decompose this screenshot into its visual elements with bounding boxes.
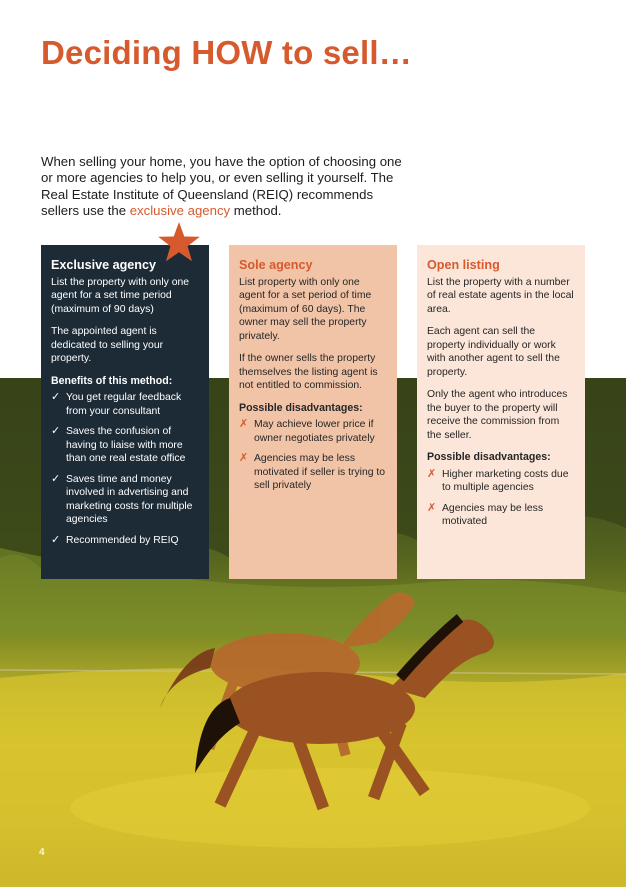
- star-icon: [157, 221, 201, 265]
- list-item-text: Agencies may be less motivated if seller is trying to sell privately: [254, 453, 386, 491]
- card-heading: Exclusive agency: [51, 258, 157, 272]
- list-item: [51, 391, 199, 418]
- list-item-text: Agencies may be less motivated: [442, 502, 544, 527]
- card-paragraph: Each agent can sell the property individually or work with another agent to sell the property.: [427, 326, 560, 378]
- cross-icon: ✗: [427, 501, 437, 514]
- card-paragraph: List the property with only one agent for a set time period (maximum of 90 days): [51, 276, 190, 315]
- card-paragraph: Only the agent who introduces the buyer to the property will receive the commission from the seller.: [427, 389, 568, 441]
- list-item: [427, 468, 575, 495]
- list-item: [51, 534, 199, 548]
- list-item: [51, 425, 199, 466]
- list-item: [427, 502, 575, 529]
- card-list-heading: Possible disadvantages:: [427, 451, 551, 463]
- card-sole-agency: [229, 245, 397, 579]
- list-item: [51, 473, 199, 527]
- list-item: [239, 418, 387, 445]
- card-open-listing: [417, 245, 585, 579]
- intro-text-end: method.: [230, 202, 282, 218]
- page-number: 4: [39, 847, 45, 858]
- card-list-heading: Possible disadvantages:: [239, 401, 363, 414]
- card-list-heading: Benefits of this method:: [51, 374, 173, 387]
- list-item-text: Saves the confusion of having to liaise with more than one real estate office: [66, 426, 186, 464]
- intro-highlight: exclusive agency: [129, 202, 231, 218]
- disadvantages-list: [239, 418, 387, 493]
- card-paragraph: The appointed agent is dedicated to selling your property.: [51, 326, 164, 364]
- benefits-list: [51, 391, 199, 547]
- cross-icon: ✗: [427, 467, 437, 480]
- check-icon: ✓: [51, 391, 61, 403]
- list-item-text: May achieve lower price if owner negotiates privately: [254, 419, 375, 444]
- card-heading: Open listing: [427, 258, 500, 272]
- card-paragraph: List the property with a number of real estate agents in the local area.: [427, 276, 574, 315]
- list-item: [239, 452, 387, 493]
- cross-icon: ✗: [239, 452, 249, 464]
- check-icon: ✓: [51, 472, 61, 485]
- list-item-text: You get regular feedback from your consultant: [66, 392, 182, 417]
- disadvantages-list: [427, 468, 575, 529]
- card-paragraph: If the owner sells the property themselves the listing agent is not entitled to commission.: [239, 353, 378, 391]
- list-item-text: Higher marketing costs due to multiple agencies: [442, 468, 569, 493]
- intro-paragraph: [41, 154, 411, 219]
- card-exclusive-agency: [41, 245, 209, 579]
- intro-text: When selling your home, you have the option of choosing one or more agencies to help you, or even selling it yourself. The Real Estate Institute of Queensland (REIQ) recommends sellers use the: [41, 154, 402, 218]
- list-item-text: Recommended by REIQ: [66, 534, 179, 546]
- list-item-text: Saves time and money involved in advertising and marketing costs for multiple agencies: [66, 473, 193, 525]
- cross-icon: ✗: [239, 418, 249, 430]
- check-icon: ✓: [51, 425, 61, 437]
- check-icon: ✓: [51, 533, 61, 546]
- page-title: Deciding HOW to sell…: [41, 34, 412, 71]
- card-heading: Sole agency: [239, 258, 313, 272]
- card-paragraph: List property with only one agent for a set period of time (maximum of 60 days). The owner may sell the property privately.: [239, 276, 372, 342]
